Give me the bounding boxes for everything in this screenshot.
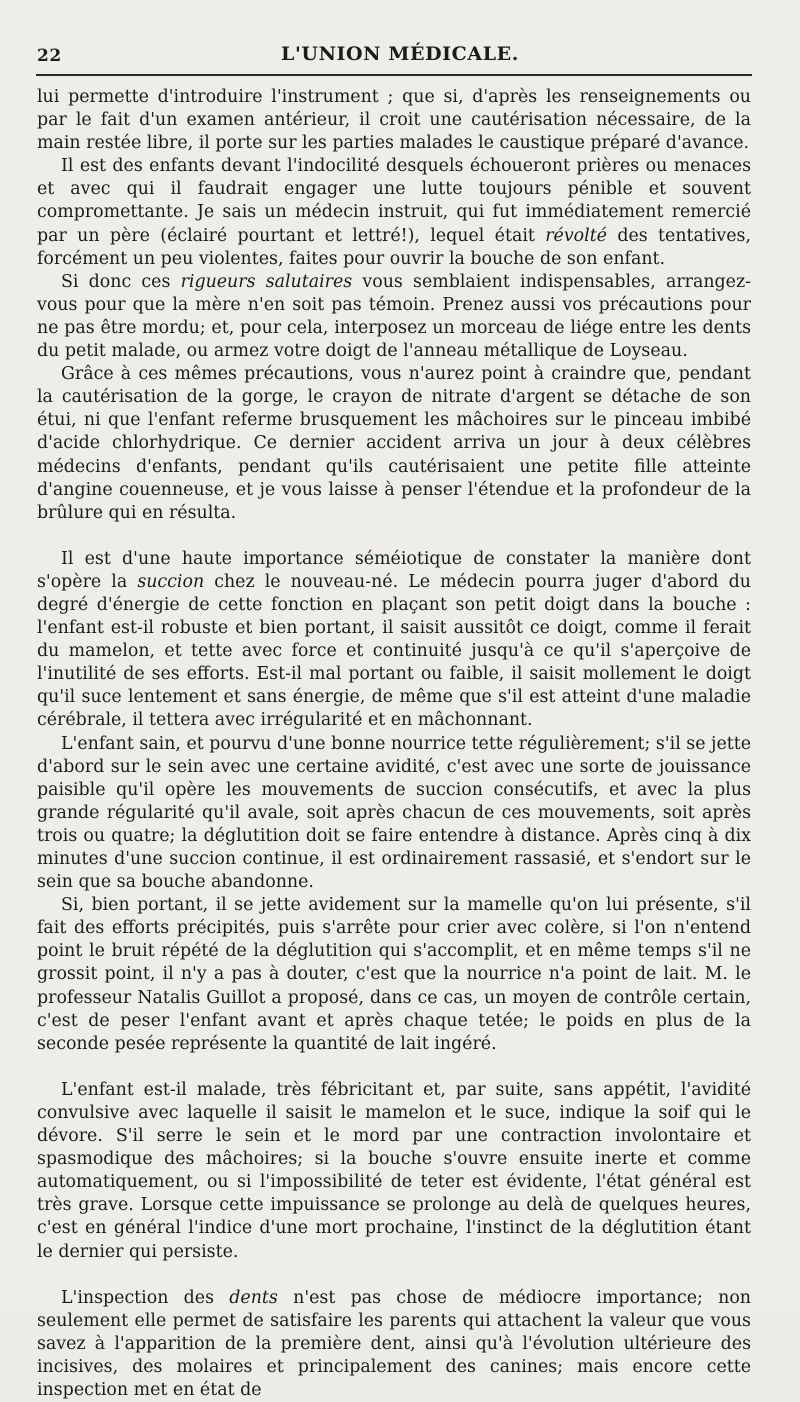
text-run: Il est d'une haute importance séméiotique de constater la manière dont s'opère la xyxy=(37,548,751,592)
text-run: Si donc ces xyxy=(61,271,181,292)
page-number: 22 xyxy=(37,46,62,66)
text-run: n'est pas chose de médiocre importance; non seulement elle permet de satisfaire les parents qui attachent la valeur que vous savez à l'apparition de la première dent, ainsi qu'à l'évolution ultérieure des incisives, des molaires et principalement des canines; mais encore cette inspection met en état de xyxy=(37,1287,751,1400)
paragraph-p6 xyxy=(37,733,751,895)
text-run: Grâce à ces mêmes précautions, vous n'aurez point à craindre que, pendant la cautérisation de la gorge, le crayon de nitrate d'argent se détache de son étui, ni que l'enfant referme brusquement les mâchoires sur le pinceau imbibé d'acide chlorhydrique. Ce dernier accident arriva un jour à deux célèbres médecins d'enfants, pendant qu'ils cautérisaient une petite fille atteinte d'angine couenneuse, et je vous laisse à penser l'étendue et la profondeur de la brûlure qui en résulta. xyxy=(37,364,751,523)
paragraph-p7 xyxy=(37,894,751,1056)
article-body xyxy=(37,86,751,1402)
paragraph-p3 xyxy=(37,271,751,363)
paragraph-p2 xyxy=(37,155,751,270)
italic-term: rigueurs salutaires xyxy=(180,271,353,292)
paragraph-p8 xyxy=(37,1079,751,1264)
text-run: L'enfant est-il malade, très fébricitant et, par suite, sans appétit, l'avidité convulsive avec laquelle il saisit le mamelon et le suce, indique la soif qui le dévore. S'il serre le sein et le mord par une contraction involontaire et spasmodique des mâchoires; si la bouche s'ouvre ensuite inerte et comme automatiquement, ou si l'impossibilité de teter est évidente, l'état général est très grave. Lorsque cette impuissance se prolonge au delà de quelques heures, c'est en général l'indice d'une mort prochaine, l'instinct de la déglutition étant le dernier qui persiste. xyxy=(37,1079,751,1262)
italic-term: dents xyxy=(229,1287,278,1308)
italic-term: succion xyxy=(137,571,205,592)
journal-title: L'UNION MÉDICALE. xyxy=(281,43,519,65)
text-run: lui permette d'introduire l'instrument ; que si, d'après les renseignements ou par le fait d'un examen antérieur, il croit une cautérisation nécessaire, de la main restée libre, il porte sur les parties malades le caustique préparé d'avance. xyxy=(37,87,751,154)
header-rule xyxy=(36,74,752,76)
text-run: L'inspection des xyxy=(61,1287,230,1308)
text-run: chez le nouveau-né. Le médecin pourra juger d'abord du degré d'énergie de cette fonction en plaçant son petit doigt dans la bouche : l'enfant est-il robuste et bien portant, il saisit aussitôt ce doigt, comme il ferait du mamelon, et tette avec force et continuité jusqu'à ce qu'il s'aperçoive de l'inutilité de ses efforts. Est-il mal portant ou faible, il saisit mollement le doigt qu'il suce lentement et sans énergie, de même que s'il est atteint d'une maladie cérébrale, il tettera avec irrégularité et en mâchonnant. xyxy=(37,571,751,731)
italic-term: révolté xyxy=(545,225,607,246)
text-run: Il est des enfants devant l'indocilité desquels échoueront prières ou menaces et avec qui il faudrait engager une lutte toujours pénible et souvent compromettante. Je sais un médecin instruit, qui fut immédiatement remercié par un père (éclairé pourtant et lettré!), lequel était xyxy=(37,156,751,246)
page-header xyxy=(0,42,800,72)
text-run: des tentatives, forcément un peu violentes, faites pour ouvrir la bouche de son enfant. xyxy=(37,225,751,269)
paragraph-p9 xyxy=(37,1287,751,1402)
text-run: vous semblaient indispensables, arrangez-vous pour que la mère n'en soit pas témoin. Prenez aussi vos précautions pour ne pas être mordu; et, pour cela, interposez un morceau de liége entre les dents du petit malade, ou armez votre doigt de l'anneau métallique de Loyseau. xyxy=(37,271,751,362)
text-run: Si, bien portant, il se jette avidement sur la mamelle qu'on lui présente, s'il fait des efforts précipités, puis s'arrête pour crier avec colère, si l'on n'entend point le bruit répété de la déglutition qui s'accomplit, et en même temps s'il ne grossit point, il n'y a pas à douter, c'est que la nourrice n'a point de lait. M. le professeur Natalis Guillot a proposé, dans ce cas, un moyen de contrôle certain, c'est de peser l'enfant avant et après chaque tetée; le poids en plus de la seconde pesée représente la quantité de lait ingéré. xyxy=(37,895,751,1054)
paragraph-p4 xyxy=(37,363,751,525)
paragraph-p1 xyxy=(37,86,751,155)
paragraph-p5 xyxy=(37,548,751,733)
text-run: L'enfant sain, et pourvu d'une bonne nourrice tette régulièrement; s'il se jette d'abord sur le sein avec une certaine avidité, c'est avec une sorte de jouissance paisible qu'il opère les mouvements de succion consécutifs, et avec la plus grande régularité qu'il avale, soit après chacun de ces mouvements, soit après trois ou quatre; la déglutition doit se faire entendre à distance. Après cinq à dix minutes d'une succion continue, il est ordinairement rassasié, et s'endort sur le sein que sa bouche abandonne. xyxy=(37,733,751,893)
